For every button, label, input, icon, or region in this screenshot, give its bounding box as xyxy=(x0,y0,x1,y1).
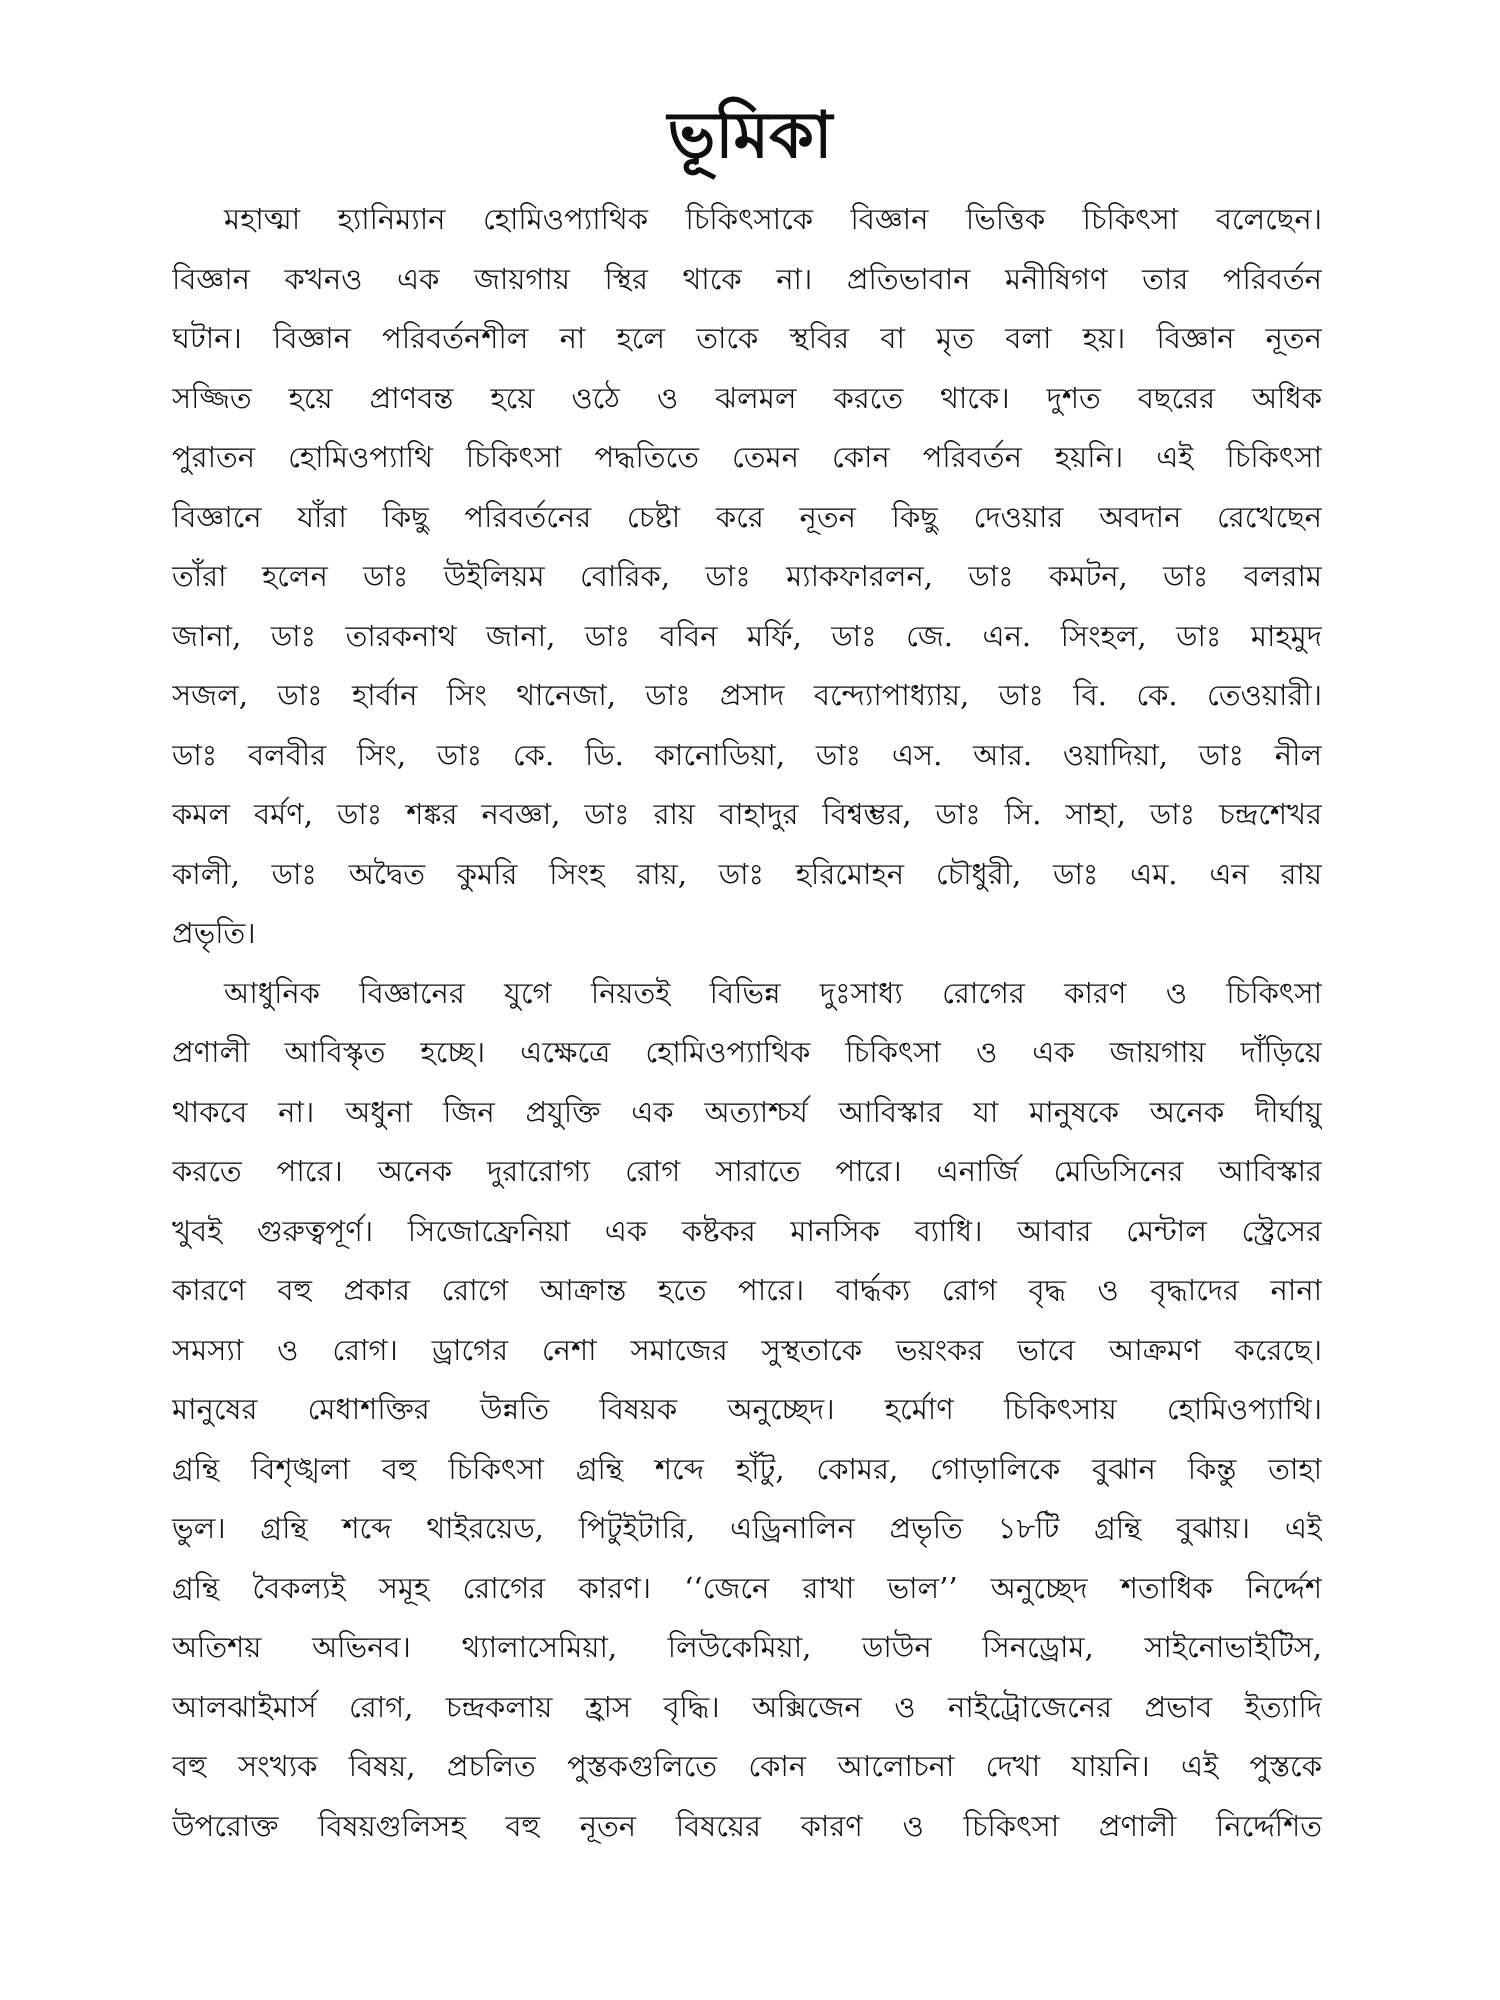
text-line: কালী, ডাঃ অদ্বৈত কুমরি সিংহ রায়, ডাঃ হরিমোহন চৌধুরী, ডাঃ এম. এন রায় xyxy=(172,856,1322,891)
text-line: কারণে বহু প্রকার রোগে আক্রান্ত হতে পারে। বার্দ্ধক্য রোগ বৃদ্ধ ও বৃদ্ধাদের নানা xyxy=(172,1273,1322,1307)
text-line: জানা, ডাঃ তারকনাথ জানা, ডাঃ ববিন মর্ফি, ডাঃ জে. এন. সিংহল, ডাঃ মাহমুদ xyxy=(172,618,1322,653)
text-line: মহাত্মা হ্যানিম্যান হোমিওপ্যাথিক চিকিৎসাকে বিজ্ঞান ভিত্তিক চিকিৎসা বলেছেন। xyxy=(224,202,1322,236)
text-line: সজল, ডাঃ হার্বান সিং থানেজা, ডাঃ প্রসাদ বন্দ্যোপাধ্যায়, ডাঃ বি. কে. তেওয়ারী। xyxy=(172,678,1322,712)
text-line: আধুনিক বিজ্ঞানের যুগে নিয়তই বিভিন্ন দুঃসাধ্য রোগের কারণ ও চিকিৎসা xyxy=(224,975,1322,1010)
text-line: থাকবে না। অধুনা জিন প্রযুক্তি এক অত্যাশ্চর্য আবিস্কার যা মানুষকে অনেক দীর্ঘায়ু xyxy=(172,1094,1322,1129)
text-line: ঘটান। বিজ্ঞান পরিবর্তনশীল না হলে তাকে স্থবির বা মৃত বলা হয়। বিজ্ঞান নূতন xyxy=(172,321,1322,355)
text-line: উপরোক্ত বিষয়গুলিসহ বহু নূতন বিষয়ের কারণ ও চিকিৎসা প্রণালী নির্দ্দেশিত xyxy=(172,1808,1322,1843)
text-line: ভুল। গ্রন্থি শব্দে থাইরয়েড, পিটুইটারি, এড্রিনালিন প্রভৃতি ১৮টি গ্রন্থি বুঝায়। এই xyxy=(172,1511,1322,1545)
text-line: আলঝাইমার্স রোগ, চন্দ্রকলায় হ্রাস বৃদ্ধি। অক্সিজেন ও নাইট্রোজেনের প্রভাব ইত্যাদি xyxy=(172,1689,1322,1724)
text-line: গ্রন্থি বৈকল্যই সমূহ রোগের কারণ। ‘‘জেনে রাখা ভাল’’ অনুচ্ছেদ শতাধিক নির্দ্দেশ xyxy=(172,1570,1322,1605)
page-title: ভূমিকা xyxy=(667,99,833,173)
text-line: বিজ্ঞান কখনও এক জায়গায় স্থির থাকে না। প্রতিভাবান মনীষিগণ তার পরিবর্তন xyxy=(172,261,1322,296)
text-line: মানুষের মেধাশক্তির উন্নতি বিষয়ক অনুচ্ছেদ। হর্মোণ চিকিৎসায় হোমিওপ্যাথি। xyxy=(172,1392,1322,1426)
text-line: করতে পারে। অনেক দুরারোগ্য রোগ সারাতে পারে। এনার্জি মেডিসিনের আবিস্কার xyxy=(172,1154,1322,1188)
text-line: খুবই গুরুত্বপূর্ণ। সিজোফ্রেনিয়া এক কষ্টকর মানসিক ব্যাধি। আবার মেন্টাল স্ট্রেসের xyxy=(172,1213,1322,1248)
text-line: কমল বর্মণ, ডাঃ শঙ্কর নবজ্ঞা, ডাঃ রায় বাহাদুর বিশ্বম্ভর, ডাঃ সি. সাহা, ডাঃ চন্দ্রশেখর xyxy=(172,797,1322,831)
text-line: গ্রন্থি বিশৃঙ্খলা বহু চিকিৎসা গ্রন্থি শব্দে হাঁটু, কোমর, গোড়ালিকে বুঝান কিন্তু তাহা xyxy=(172,1451,1322,1486)
text-line: তাঁরা হলেন ডাঃ উইলিয়ম বোরিক, ডাঃ ম্যাকফারলন, ডাঃ কমটন, ডাঃ বলরাম xyxy=(172,559,1322,593)
text-line: প্রণালী আবিস্কৃত হচ্ছে। এক্ষেত্রে হোমিওপ্যাথিক চিকিৎসা ও এক জায়গায় দাঁড়িয়ে xyxy=(172,1035,1322,1069)
text-line: ডাঃ বলবীর সিং, ডাঃ কে. ডি. কানোডিয়া, ডাঃ এস. আর. ওয়াদিয়া, ডাঃ নীল xyxy=(172,737,1322,772)
text-line: অতিশয় অভিনব। থ্যালাসেমিয়া, লিউকেমিয়া, ডাউন সিনড্রোম, সাইনোভাইটিস, xyxy=(172,1630,1322,1664)
text-line: বিজ্ঞানে যাঁরা কিছু পরিবর্তনের চেষ্টা করে নূতন কিছু দেওয়ার অবদান রেখেছেন xyxy=(172,499,1322,534)
text-line: সজ্জিত হয়ে প্রাণবন্ত হয়ে ওঠে ও ঝলমল করতে থাকে। দুশত বছরের অধিক xyxy=(172,380,1322,415)
text-line: বহু সংখ্যক বিষয়, প্রচলিত পুস্তকগুলিতে কোন আলোচনা দেখা যায়নি। এই পুস্তকে xyxy=(172,1749,1322,1783)
text-line: প্রভৃতি। xyxy=(172,916,256,950)
text-line: পুরাতন হোমিওপ্যাথি চিকিৎসা পদ্ধতিতে তেমন কোন পরিবর্তন হয়নি। এই চিকিৎসা xyxy=(172,440,1322,474)
text-line: সমস্যা ও রোগ। ড্রাগের নেশা সমাজের সুস্থতাকে ভয়ংকর ভাবে আক্রমণ করেছে। xyxy=(172,1332,1322,1367)
body-text xyxy=(172,190,1322,1856)
